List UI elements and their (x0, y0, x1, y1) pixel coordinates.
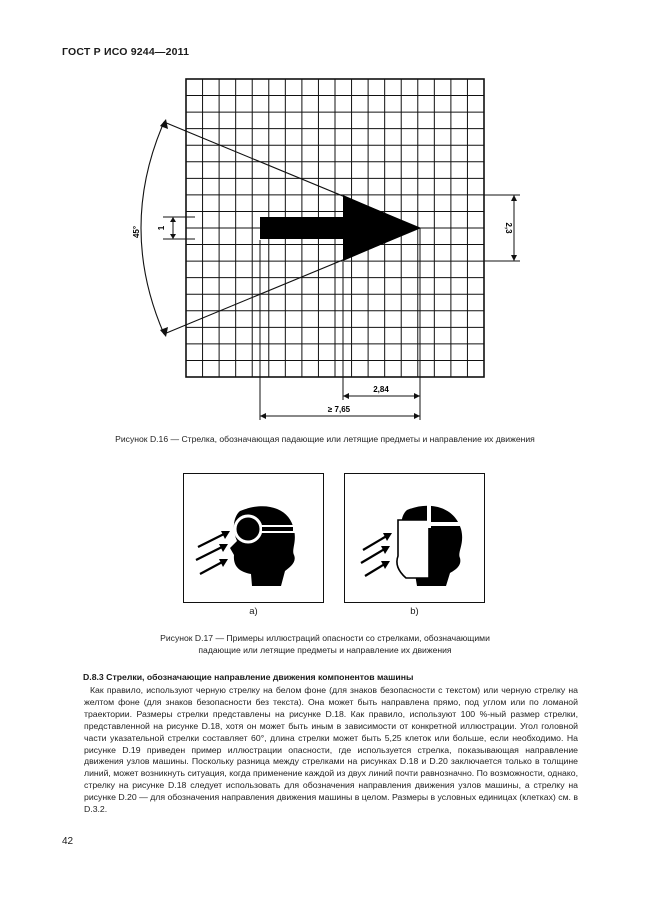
figure-d17-caption-line1: Рисунок D.17 — Примеры иллюстраций опасности со стрелками, обозначающими (160, 633, 490, 643)
dim-angle-label: 45° (132, 225, 141, 239)
arrow-shaft (260, 217, 350, 239)
body-paragraph: Как правило, используют черную стрелку на белом фоне (для знаков безопасности с текстом) или черную стрелку на желтом фоне (для знаков безопасности без текста). Она может быть направлена прямо, под углом или по ломаной траектории. Размеры стрелки представлены на рисунке D.18. Как правило, используют 100 %-ный размер стрелки, представленной на рисунке D.18, хотя он может быть иным в зависимости от конкретной иллюстрации. Угол головной части указательной стрелки составляет 60°, длина стрелки может быть 5,25 клеток или больше, если необходимо. На рисунке D.19 приведен пример иллюстрации опасности, где используется стрелка, показывающая направление движения узлов машины. Поскольку разница между стрелками на рисунках D.18 и D.20 заключается только в толщине линий, может возникнуть ситуация, когда применение каждой из двух линий почти равнозначно. По возможности, однако, стрелку на рисунке D.18 следует использовать для обозначения направления движения узлов машины, а стрелку на рисунке D.20 — для обозначения направления движения машины в целом. Размеры в условных единицах (клетках) см. в D.3.2. (84, 685, 578, 815)
figure-d16-arrow-drawing (0, 0, 646, 430)
document-header: ГОСТ Р ИСО 9244—2011 (62, 46, 190, 58)
figure-d17b-panel (344, 473, 485, 603)
head-face-shield-flying-objects-icon (345, 474, 483, 601)
figure-d16-caption: Рисунок D.16 — Стрелка, обозначающая падающие или летящие предметы и направление их движения (115, 434, 535, 444)
dim-unit-label: 1 (157, 225, 166, 231)
head-goggles-flying-objects-icon (184, 474, 322, 601)
dim-length-label: ≥ 7,65 (327, 405, 351, 414)
figure-d17-caption-line2: падающие или летящие предметы и направление их движения (198, 645, 452, 655)
figure-d17a-label: a) (249, 606, 258, 617)
dim-height-label: 2,3 (504, 222, 513, 234)
bottom-dimensions (260, 228, 420, 420)
section-heading: D.8.3 Стрелки, обозначающие направление движения компонентов машины (83, 672, 414, 682)
figure-d17b-label: b) (410, 606, 419, 617)
page-number: 42 (62, 836, 74, 847)
arrow-head (343, 195, 420, 261)
figure-d17-caption (60, 632, 590, 656)
dim-head-label: 2,84 (373, 385, 389, 394)
section-body (84, 685, 578, 816)
figure-d17a-panel (183, 473, 324, 603)
height-dimension (484, 195, 520, 261)
